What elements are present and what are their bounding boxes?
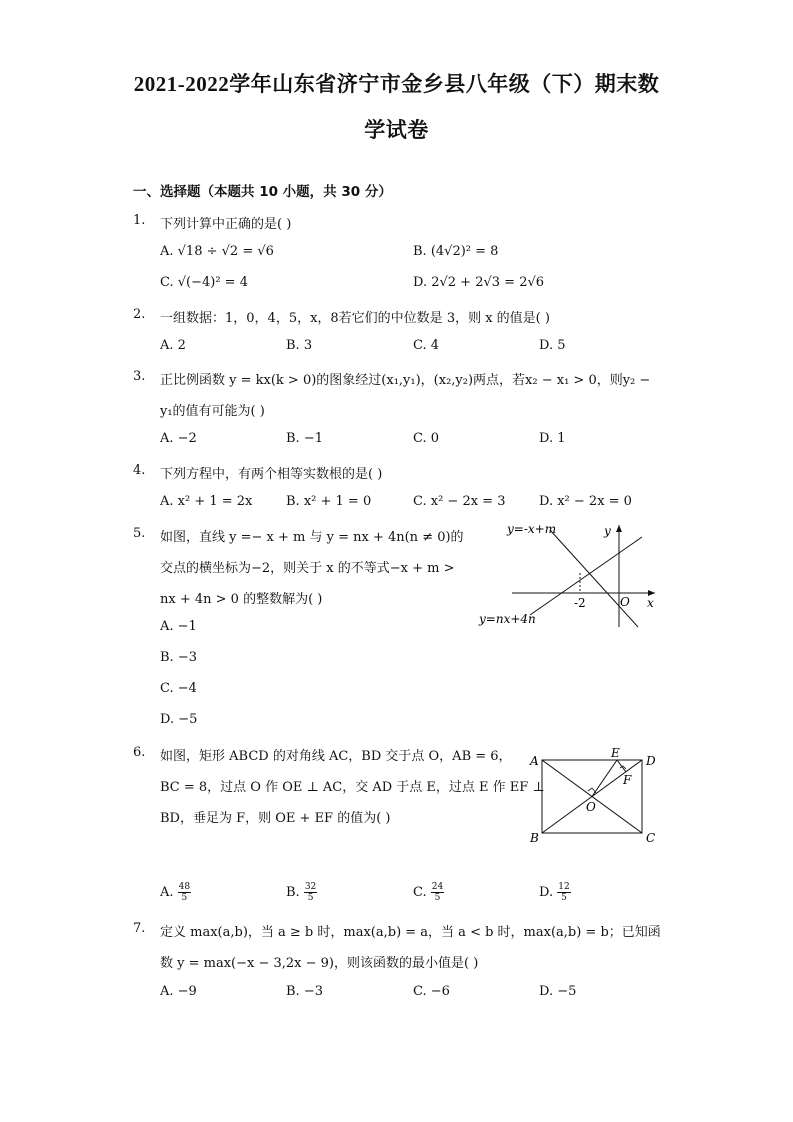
question-stem: 如图，矩形 ABCD 的对角线 AC，BD 交于点 O，AB = 6， — [160, 749, 512, 764]
option-d: D. −5 — [539, 984, 577, 999]
option-a: A. −9 — [160, 984, 197, 999]
label-e: E — [611, 746, 620, 760]
option-letter: B. — [286, 885, 300, 900]
option-letter: C. — [413, 885, 427, 900]
option-b: B. (4√2)² = 8 — [413, 244, 499, 259]
option-c: C. 0 — [413, 431, 440, 446]
option-c: C. 4 — [413, 338, 440, 353]
label-a: A — [530, 754, 539, 768]
numerator: 12 — [558, 882, 570, 892]
option-d — [539, 882, 571, 903]
option-letter: D. — [539, 885, 554, 900]
option-b: B. −3 — [160, 650, 197, 665]
option-c — [413, 882, 444, 903]
option-b: B. 3 — [286, 338, 313, 353]
option-letter: A. — [160, 885, 174, 900]
numerator: 48 — [178, 882, 191, 892]
option-a — [160, 882, 191, 903]
question-stem: 下列计算中正确的是( ) — [160, 217, 292, 232]
option-b: B. x² + 1 = 0 — [286, 494, 372, 509]
question-stem: BC = 8，过点 O 作 OE ⊥ AC，交 AD 于点 E，过点 E 作 EF ⊥ — [160, 780, 545, 795]
fraction — [557, 882, 570, 903]
question-number: 1. — [133, 213, 146, 228]
label-b: B — [530, 831, 539, 845]
option-b: B. −3 — [286, 984, 323, 999]
option-c: C. √(−4)² = 4 — [160, 275, 248, 290]
segment-ef — [617, 760, 626, 772]
question-stem: y₁的值有可能为( ) — [160, 404, 265, 419]
label-line2: y=nx+4n — [479, 612, 536, 626]
label-origin: O — [620, 595, 630, 609]
question-number: 3. — [133, 369, 146, 384]
question-stem: nx + 4n > 0 的整数解为( ) — [160, 592, 323, 607]
question-stem: 正比例函数 y = kx(k > 0)的图象经过(x₁,y₁)，(x₂,y₂)两点，若x₂ − x₁ > 0，则y₂ − — [160, 373, 651, 388]
label-c: C — [646, 831, 656, 845]
page-title-line2: 学试卷 — [364, 118, 429, 142]
option-a: A. √18 ÷ √2 = √6 — [160, 244, 274, 259]
option-d: D. 2√2 + 2√3 = 2√6 — [413, 275, 545, 290]
option-d: D. x² − 2x = 0 — [539, 494, 632, 509]
line-y-neg-x-plus-m — [550, 530, 638, 627]
option-d: D. 5 — [539, 338, 566, 353]
denominator: 5 — [181, 893, 188, 903]
question-number: 7. — [133, 921, 146, 936]
denominator: 5 — [307, 893, 314, 903]
question-number: 4. — [133, 463, 146, 478]
denominator: 5 — [561, 893, 567, 903]
option-c: C. −6 — [413, 984, 450, 999]
denominator: 5 — [434, 893, 441, 903]
question-number: 6. — [133, 745, 146, 760]
question-stem: 数 y = max(−x − 3,2x − 9)，则该函数的最小值是( ) — [160, 956, 479, 971]
label-y-axis: y — [604, 524, 611, 538]
page-title-line1: 2021-2022学年山东省济宁市金乡县八年级（下）期末数 — [133, 72, 660, 96]
label-tick: -2 — [574, 596, 586, 610]
label-d: D — [646, 754, 656, 768]
section-heading: 一、选择题（本题共 10 小题，共 30 分） — [133, 184, 392, 200]
label-f: F — [623, 773, 632, 787]
question-stem: 定义 max(a,b)，当 a ≥ b 时，max(a,b) = a，当 a < b 时，max(a,b) = b；已知函 — [160, 925, 661, 940]
option-b: B. −1 — [286, 431, 323, 446]
segment-oe — [592, 760, 617, 797]
label-line1: y=-x+m — [507, 522, 557, 536]
question-stem: 一组数据：1，0，4，5，x，8若它们的中位数是 3，则 x 的值是( ) — [160, 311, 550, 326]
numerator: 24 — [431, 882, 444, 892]
fraction — [178, 882, 191, 903]
question-number: 2. — [133, 307, 146, 322]
fraction — [431, 882, 444, 903]
option-d: D. −5 — [160, 712, 198, 727]
numerator: 32 — [304, 882, 317, 892]
option-c: C. −4 — [160, 681, 197, 696]
rectangle-figure — [522, 745, 662, 850]
label-o: O — [586, 800, 596, 814]
question-number: 5. — [133, 526, 146, 541]
option-c: C. x² − 2x = 3 — [413, 494, 506, 509]
question-stem: BD，垂足为 F，则 OE + EF 的值为( ) — [160, 811, 391, 826]
option-b — [286, 882, 317, 903]
option-a: A. −1 — [160, 619, 197, 634]
line-intersection-figure — [470, 515, 670, 635]
option-d: D. 1 — [539, 431, 566, 446]
question-stem: 下列方程中，有两个相等实数根的是( ) — [160, 467, 383, 482]
label-x-axis: x — [647, 596, 654, 610]
question-stem: 交点的横坐标为−2，则关于 x 的不等式−x + m > — [160, 561, 455, 576]
option-a: A. −2 — [160, 431, 197, 446]
question-stem: 如图，直线 y =− x + m 与 y = nx + 4n(n ≠ 0)的 — [160, 530, 464, 545]
option-a: A. 2 — [160, 338, 186, 353]
fraction — [304, 882, 317, 903]
option-a: A. x² + 1 = 2x — [160, 494, 253, 509]
y-axis-arrow — [616, 525, 622, 532]
